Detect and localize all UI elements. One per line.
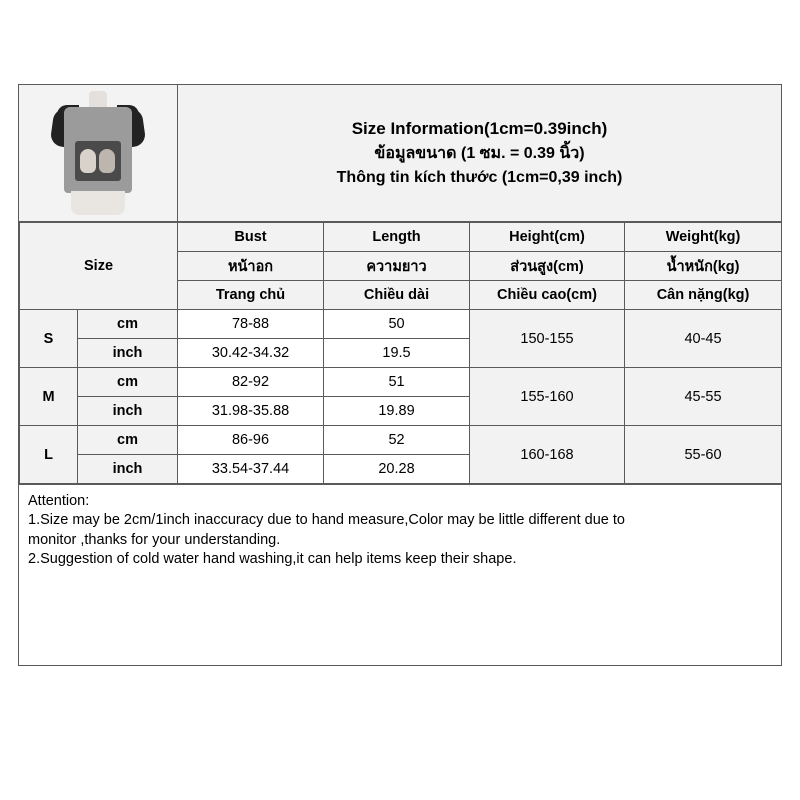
cell-length-inch-m: 19.89	[324, 397, 470, 426]
header-height-vi: Chiều cao(cm)	[470, 281, 625, 310]
cell-length-cm-s: 50	[324, 310, 470, 339]
row-size-m: M	[20, 368, 78, 426]
print-face-left-icon	[80, 149, 96, 173]
row-unit-inch: inch	[78, 455, 178, 484]
row-unit-inch: inch	[78, 397, 178, 426]
cell-bust-inch-s: 30.42-34.32	[178, 339, 324, 368]
header-height-en: Height(cm)	[470, 223, 625, 252]
cell-length-cm-m: 51	[324, 368, 470, 397]
row-unit-cm: cm	[78, 368, 178, 397]
measurements-table	[19, 222, 782, 484]
row-unit-cm: cm	[78, 426, 178, 455]
cell-height-s: 150-155	[470, 310, 625, 368]
size-chart	[18, 84, 782, 666]
cell-weight-s: 40-45	[625, 310, 782, 368]
attention-block	[19, 484, 781, 575]
chart-header	[19, 85, 781, 222]
attention-line-1: 1.Size may be 2cm/1inch inaccuracy due to hand measure,Color may be little different due to	[28, 512, 625, 529]
header-weight-vi: Cân nặng(kg)	[625, 281, 782, 310]
cell-height-m: 155-160	[470, 368, 625, 426]
table-row	[20, 310, 782, 339]
cell-bust-cm-m: 82-92	[178, 368, 324, 397]
cell-weight-m: 45-55	[625, 368, 782, 426]
cell-height-l: 160-168	[470, 426, 625, 484]
header-bust-th: หน้าอก	[178, 252, 324, 281]
attention-heading: Attention:	[28, 493, 90, 509]
header-bust-en: Bust	[178, 223, 324, 252]
table-row	[20, 368, 782, 397]
mannequin-waist-icon	[71, 191, 125, 215]
title-english: Size Information(1cm=0.39inch)	[351, 119, 608, 139]
header-length-th: ความยาว	[324, 252, 470, 281]
cell-weight-l: 55-60	[625, 426, 782, 484]
cell-bust-cm-s: 78-88	[178, 310, 324, 339]
row-size-l: L	[20, 426, 78, 484]
row-unit-inch: inch	[78, 339, 178, 368]
table-row	[20, 426, 782, 455]
title-thai: ข้อมูลขนาด (1 ซม. = 0.39 นิ้ว)	[374, 144, 585, 162]
cell-length-inch-s: 19.5	[324, 339, 470, 368]
row-size-s: S	[20, 310, 78, 368]
header-weight-th: น้ำหนัก(kg)	[625, 252, 782, 281]
shirt-print-icon	[75, 141, 121, 181]
header-weight-en: Weight(kg)	[625, 223, 782, 252]
attention-line-2: monitor ,thanks for your understanding.	[28, 531, 281, 548]
cell-length-cm-l: 52	[324, 426, 470, 455]
title-block	[178, 85, 781, 221]
cell-bust-inch-l: 33.54-37.44	[178, 455, 324, 484]
attention-line-3: 2.Suggestion of cold water hand washing,it can help items keep their shape.	[28, 550, 517, 567]
header-height-th: ส่วนสูง(cm)	[470, 252, 625, 281]
cell-bust-cm-l: 86-96	[178, 426, 324, 455]
row-unit-cm: cm	[78, 310, 178, 339]
cell-bust-inch-m: 31.98-35.88	[178, 397, 324, 426]
title-vietnamese: Thông tin kích thước (1cm=0,39 inch)	[336, 168, 623, 186]
cell-length-inch-l: 20.28	[324, 455, 470, 484]
shirt-body-icon	[64, 107, 132, 193]
header-bust-vi: Trang chủ	[178, 281, 324, 310]
header-length-en: Length	[324, 223, 470, 252]
header-length-vi: Chiều dài	[324, 281, 470, 310]
product-image	[19, 85, 177, 221]
print-face-right-icon	[99, 149, 115, 173]
table-header-row-en	[20, 223, 782, 252]
product-image-cell	[19, 85, 178, 221]
header-size: Size	[20, 223, 178, 310]
